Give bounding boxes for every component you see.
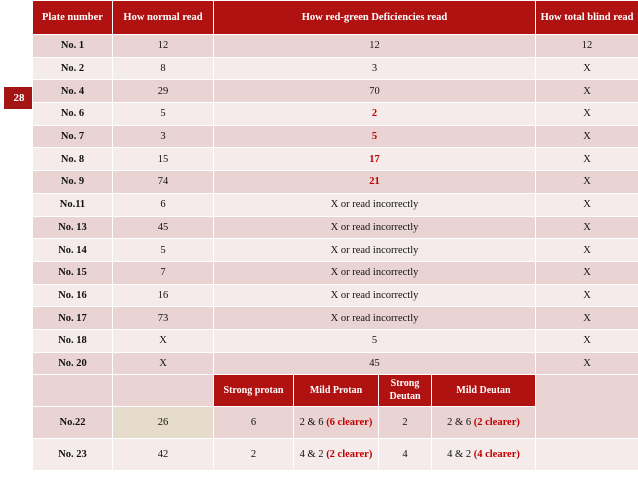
mild-deutan-cell	[432, 439, 536, 471]
mild-protan-note: (2 clearer)	[326, 449, 373, 461]
plate-number-cell: No. 17	[33, 307, 113, 330]
deficiency-read-cell: 5	[214, 329, 536, 352]
total-blind-read-cell: X	[536, 171, 638, 194]
plate-number-cell: No. 2	[33, 57, 113, 80]
page-number-badge: 28	[4, 87, 34, 109]
subheader-strong-deutan: Strong Deutan	[379, 375, 432, 407]
normal-read-cell: 5	[113, 239, 214, 262]
deficiency-read-cell: X or read incorrectly	[214, 284, 536, 307]
total-blind-read-cell: X	[536, 57, 638, 80]
normal-read-cell: 3	[113, 125, 214, 148]
deficiency-read-cell: 12	[214, 35, 536, 58]
table-row	[33, 216, 638, 239]
blind-blank-cell	[536, 375, 638, 439]
deficiency-read-cell: 2	[214, 103, 536, 126]
table-row	[33, 239, 638, 262]
mild-deutan-note: (2 clearer)	[473, 417, 520, 429]
table-row	[33, 35, 638, 58]
mild-protan-value: 4 & 2	[299, 449, 324, 461]
deficiency-read-cell: 17	[214, 148, 536, 171]
normal-read-cell: 73	[113, 307, 214, 330]
table-row	[33, 80, 638, 103]
plate-number-cell: No. 4	[33, 80, 113, 103]
plate-number-cell: No. 8	[33, 148, 113, 171]
deficiency-read-cell: X or read incorrectly	[214, 193, 536, 216]
total-blind-read-cell: X	[536, 125, 638, 148]
subheader-row	[33, 375, 638, 407]
table-row	[33, 307, 638, 330]
strong-deutan-cell: 4	[379, 439, 432, 471]
table-row	[33, 439, 638, 471]
total-blind-read-cell: X	[536, 193, 638, 216]
strong-protan-cell: 2	[214, 439, 294, 471]
plate-number-cell: No. 16	[33, 284, 113, 307]
strong-deutan-cell: 2	[379, 407, 432, 439]
plate-number-cell: No. 9	[33, 171, 113, 194]
deficiency-read-cell: 21	[214, 171, 536, 194]
table-row	[33, 261, 638, 284]
total-blind-read-cell: X	[536, 261, 638, 284]
plate-number-cell: No. 7	[33, 125, 113, 148]
plate-number-cell: No. 18	[33, 329, 113, 352]
subheader-mild-protan: Mild Protan	[294, 375, 379, 407]
header-row	[33, 1, 638, 35]
strong-protan-cell: 6	[214, 407, 294, 439]
total-blind-read-cell: X	[536, 148, 638, 171]
mild-protan-cell	[294, 407, 379, 439]
normal-read-cell: 6	[113, 193, 214, 216]
total-blind-read-cell: X	[536, 216, 638, 239]
plate-number-cell: No. 14	[33, 239, 113, 262]
normal-read-cell: 29	[113, 80, 214, 103]
header-total-blind-read: How total blind read	[536, 1, 638, 35]
normal-read-cell: 74	[113, 171, 214, 194]
plate-number-cell: No.22	[33, 407, 113, 439]
normal-read-cell: 15	[113, 148, 214, 171]
plate-number-cell: No. 20	[33, 352, 113, 375]
deficiency-read-cell: 3	[214, 57, 536, 80]
total-blind-read-cell: X	[536, 284, 638, 307]
table-row	[33, 284, 638, 307]
table-row	[33, 352, 638, 375]
deficiency-read-cell: 45	[214, 352, 536, 375]
total-blind-read-cell: X	[536, 103, 638, 126]
total-blind-read-cell: X	[536, 307, 638, 330]
blind-blank-cell	[536, 439, 638, 471]
subheader-blank-normal	[113, 375, 214, 407]
deficiency-read-cell: 70	[214, 80, 536, 103]
header-plate-number: Plate number	[33, 1, 113, 35]
deficiency-read-cell: X or read incorrectly	[214, 261, 536, 284]
normal-read-cell: 8	[113, 57, 214, 80]
subheader-blank-plate	[33, 375, 113, 407]
table-row	[33, 103, 638, 126]
deficiency-read-cell: X or read incorrectly	[214, 216, 536, 239]
normal-read-cell: X	[113, 329, 214, 352]
normal-read-cell: 12	[113, 35, 214, 58]
normal-read-cell: 42	[113, 439, 214, 471]
header-deficiency-read: How red-green Deficiencies read	[214, 1, 536, 35]
deficiency-read-cell: 5	[214, 125, 536, 148]
mild-deutan-value: 4 & 2	[447, 449, 472, 461]
mild-protan-note: (6 clearer)	[326, 417, 373, 429]
plate-number-cell: No. 15	[33, 261, 113, 284]
ishihara-plates-table	[32, 0, 638, 471]
plate-number-cell: No. 13	[33, 216, 113, 239]
mild-protan-cell	[294, 439, 379, 471]
mild-deutan-note: (4 clearer)	[473, 449, 520, 461]
mild-deutan-value: 2 & 6	[447, 417, 472, 429]
mild-protan-value: 2 & 6	[299, 417, 324, 429]
deficiency-read-cell: X or read incorrectly	[214, 239, 536, 262]
table-row	[33, 329, 638, 352]
table-row	[33, 171, 638, 194]
plate-number-cell: No.11	[33, 193, 113, 216]
total-blind-read-cell: X	[536, 352, 638, 375]
total-blind-read-cell: 12	[536, 35, 638, 58]
normal-read-cell: 45	[113, 216, 214, 239]
normal-read-cell: 26	[113, 407, 214, 439]
normal-read-cell: 7	[113, 261, 214, 284]
normal-read-cell: 5	[113, 103, 214, 126]
header-normal-read: How normal read	[113, 1, 214, 35]
total-blind-read-cell: X	[536, 329, 638, 352]
table-row	[33, 125, 638, 148]
plate-number-cell: No. 6	[33, 103, 113, 126]
subheader-strong-protan: Strong protan	[214, 375, 294, 407]
total-blind-read-cell: X	[536, 239, 638, 262]
mild-deutan-cell	[432, 407, 536, 439]
table-row	[33, 193, 638, 216]
normal-read-cell: X	[113, 352, 214, 375]
normal-read-cell: 16	[113, 284, 214, 307]
plate-number-cell: No. 1	[33, 35, 113, 58]
subheader-mild-deutan: Mild Deutan	[432, 375, 536, 407]
deficiency-read-cell: X or read incorrectly	[214, 307, 536, 330]
plate-number-cell: No. 23	[33, 439, 113, 471]
total-blind-read-cell: X	[536, 80, 638, 103]
table-row	[33, 57, 638, 80]
table-row	[33, 148, 638, 171]
